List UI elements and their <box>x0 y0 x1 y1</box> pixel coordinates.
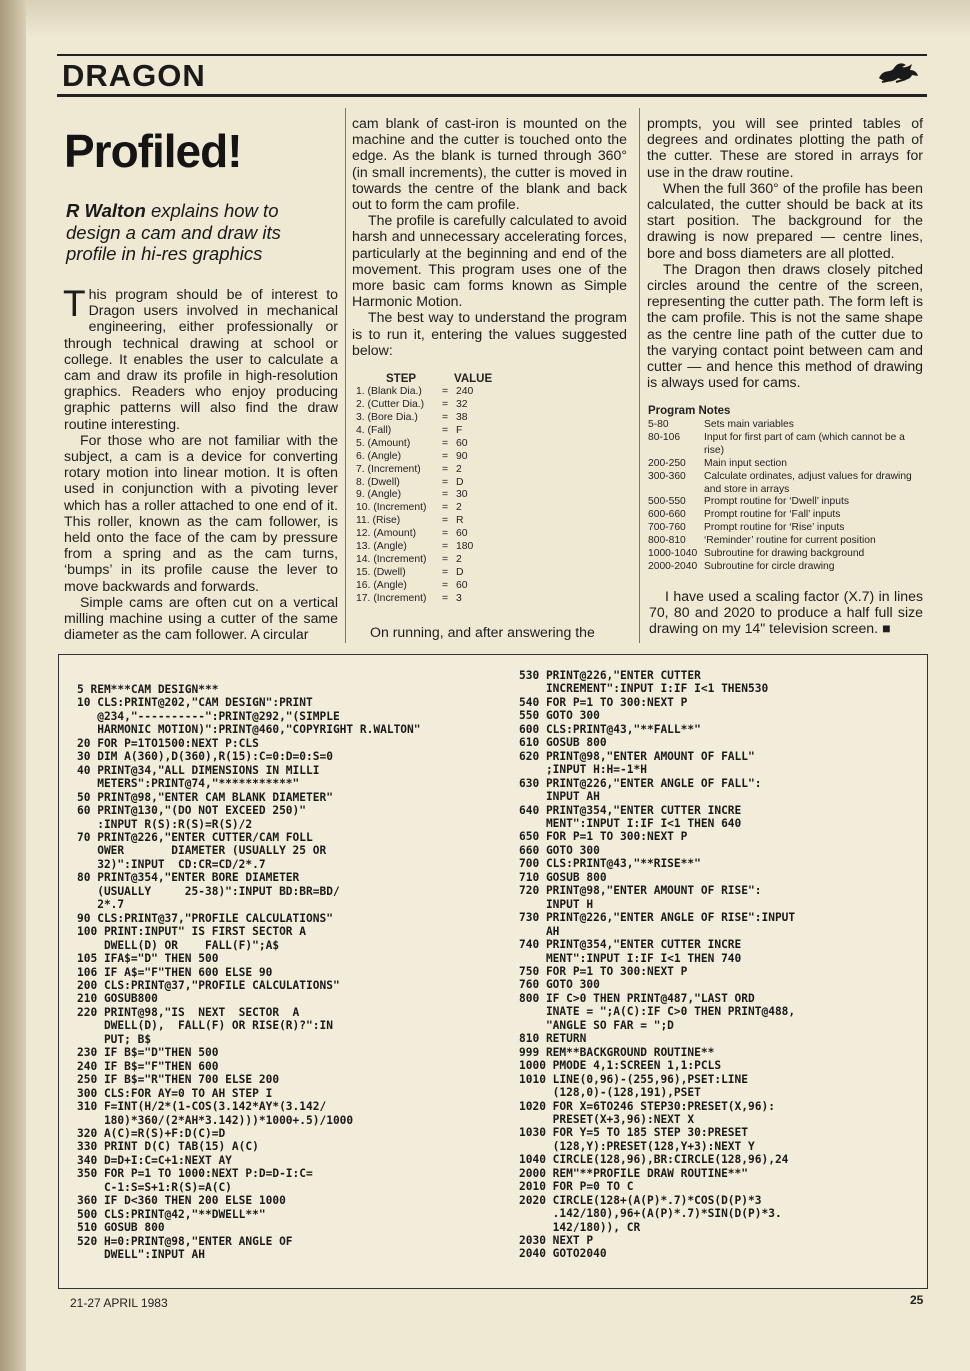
note-description: Prompt routine for ‘Dwell’ inputs <box>704 496 849 508</box>
paragraph: prompts, you will see printed tables of degrees and ordinates plotting the path of the cutter. These are stored in arrays for use in the draw routine. <box>647 115 923 180</box>
line-range: 2000-2040 <box>648 560 698 572</box>
step-label: 5. (Amount) <box>356 437 411 449</box>
article-column-1 <box>63 283 338 643</box>
table-row <box>356 412 506 425</box>
issue-date: 21-27 APRIL 1983 <box>70 1296 168 1310</box>
step-label: 3. (Bore Dia.) <box>356 411 418 423</box>
note-description: Sets main variables <box>704 419 794 430</box>
page-spine-shadow <box>0 0 26 1371</box>
line-range: 800-810 <box>648 535 686 547</box>
step-value: 32 <box>456 398 468 410</box>
step-value: 60 <box>456 437 468 449</box>
note-description: Prompt routine for ‘Rise’ inputs <box>704 522 845 534</box>
line-range: 200-250 <box>648 457 686 469</box>
step-value: 180 <box>456 541 474 553</box>
listing-right-column: 530 PRINT@226,"ENTER CUTTER INCREMENT":INPUT I:IF I<1 THEN530 540 FOR P=1 TO 300:NEXT P 550 GOTO 300 600 CLS:PRINT@43,"**FALL**" 610 GOSUB 800 620 PRINT@98,"ENTER AMOUNT OF FALL" ;INPUT H:H=-1*H 630 PRINT@226,"ENTER ANGLE OF FALL": INPUT AH 640 PRINT@354,"ENTER CUTTER INCRE MENT":INPUT I:IF I<1 THEN 640 650 FOR P=1 TO 300:NEXT P 660 GOTO 300 700 CLS:PRINT@43,"**RISE**" 710 GOSUB 800 720 PRINT@98,"ENTER AMOUNT OF RISE": INPUT H 730 PRINT@226,"ENTER ANGLE OF RISE":INPUT AH 740 PRINT@354,"ENTER CUTTER INCRE MENT":INPUT I:IF I<1 THEN 740 750 FOR P=1 TO 300:NEXT P 760 GOTO 300 800 IF C>0 THEN PRINT@487,"LAST ORD INATE = ";A(C):IF C>0 THEN PRINT@488, "ANGLE SO FAR = ";D 810 RETURN 999 REM**BACKGROUND ROUTINE** 1000 PMODE 4,1:SCREEN 1,1:PCLS 1010 LINE(0,96)-(255,96),PSET:LINE (128,0)-(128,191),PSET 1020 FOR X=6TO246 STEP30:PRESET(X,96): PRESET(X+3,96):NEXT X 1030 FOR Y=5 TO 185 STEP 30:PRESET (128,Y):PRESET(128,Y+3):NEXT Y 1040 CIRCLE(128,96),BR:CIRCLE(128,96),24 2000 REM"**PROFILE DRAW ROUTINE**" 2010 FOR P=0 TO C 2020 CIRCLE(128+(A(P)*.7)*COS(D(P)*3 .142/180),96+(A(P)*.7)*SIN(D(P)*3. 142/180)), CR 2030 NEXT P 2040 GOTO2040 <box>519 669 796 1261</box>
step-header: STEP <box>386 373 417 385</box>
equals-sign: = <box>442 515 449 527</box>
equals-sign: = <box>442 398 449 410</box>
step-label: 1. (Blank Dia.) <box>356 385 422 397</box>
note-description: Subroutine for drawing background <box>704 548 865 560</box>
equals-sign: = <box>442 567 449 579</box>
line-range: 300-360 <box>648 470 686 482</box>
note-description: Calculate ordinates, adjust values for drawing and store in arrays <box>704 470 912 495</box>
line-range: 700-760 <box>648 522 686 534</box>
article-column-2-end <box>370 624 630 640</box>
equals-sign: = <box>442 437 449 449</box>
table-row <box>356 541 506 554</box>
step-value: 3 <box>456 592 462 604</box>
table-row <box>356 438 506 451</box>
equals-sign: = <box>442 592 449 604</box>
table-row <box>356 567 506 580</box>
step-label: 9. (Angle) <box>356 489 402 501</box>
column-rule-1 <box>345 108 346 643</box>
article-column-3-end <box>649 588 923 637</box>
step-label: 10. (Increment) <box>356 502 427 514</box>
line-range: 80-106 <box>648 431 681 443</box>
equals-sign: = <box>442 489 449 501</box>
paragraph: For those who are not familiar with the subject, a cam is a device for converting rotary motion into linear motion. It is often used in conjunction with a pivoting lever which has a roller attached to one end of it. This roller, known as the cam follower, is held onto the face of the cam by pressure from a spring and as the cam turns, ‘bumps’ in its profile cause the lever to move backwards and forwards. <box>64 431 338 594</box>
step-label: 13. (Angle) <box>356 541 407 553</box>
step-value: 2 <box>456 502 462 514</box>
equals-sign: = <box>442 580 449 591</box>
paragraph: When the full 360° of the profile has been calculated, the cutter should be back at its start position. The background for the drawing is now prepared — centre lines, bore and boss diameters are all plotted. <box>647 179 923 261</box>
article-standfirst <box>66 200 331 265</box>
line-range: 5-80 <box>648 419 669 430</box>
note-row <box>648 561 924 574</box>
step-value: 30 <box>456 489 468 501</box>
step-value: D <box>456 567 464 579</box>
step-label: 2. (Cutter Dia.) <box>356 398 425 410</box>
note-row <box>648 496 924 509</box>
equals-sign: = <box>442 528 449 540</box>
step-value: D <box>456 476 464 488</box>
paragraph: The profile is carefully calculated to avoid harsh and unnecessary accelerating forces, particularly at the beginning and end of the movement. This program uses one of the more basic cam forms known as Simple Harmonic Motion. <box>352 212 627 310</box>
table-row <box>356 464 506 477</box>
table-row <box>356 593 506 606</box>
line-range: 500-550 <box>648 496 686 508</box>
standfirst-text: explains how to design a cam and draw its profile in hi-res graphics <box>66 200 281 264</box>
table-row <box>356 489 506 502</box>
step-value: 60 <box>456 580 468 591</box>
equals-sign: = <box>442 463 449 475</box>
step-label: 16. (Angle) <box>356 580 407 591</box>
note-row <box>648 548 924 561</box>
step-label: 6. (Angle) <box>356 450 402 462</box>
drop-cap: T <box>63 283 86 324</box>
dragon-logo-icon <box>876 56 920 86</box>
step-label: 14. (Increment) <box>356 554 427 566</box>
step-label: 7. (Increment) <box>356 463 421 475</box>
paragraph: Simple cams are often cut on a vertical milling machine using a cutter of the same diameter as the cam follower. A circular <box>64 593 338 643</box>
article-column-2 <box>352 115 627 358</box>
program-notes <box>648 405 924 574</box>
table-row <box>356 515 506 528</box>
table-row <box>356 580 506 593</box>
paragraph-text: his program should be of interest to Dragon users involved in mechanical engineering, either professionally or through technical drawing at school or college. It enables the user to calculate a cam and draw its profile in high-resolution graphics. Readers who enjoy producing graphic patterns will also find the draw routine interesting. <box>64 286 338 432</box>
article-headline: Profiled! <box>64 125 242 177</box>
equals-sign: = <box>442 502 449 514</box>
paragraph: On running, and after answering the <box>370 624 595 640</box>
paragraph: cam blank of cast-iron is mounted on the machine and the cutter is touched onto the edge. As the blank is turned through 360° (in small increments), the cutter is moved in towards the centre of the blank and back out to form the cam profile. <box>352 115 627 213</box>
line-range: 1000-1040 <box>648 548 698 560</box>
step-value: 60 <box>456 528 468 540</box>
paragraph: The Dragon then draws closely pitched circles around the centre of the screen, representing the cutter path. The form left is the cam profile. This is not the same shape as the centre line path of the cutter due to the varying contact point between cam and cutter — and hence this method of drawing is always used for cams. <box>647 260 923 391</box>
section-title: DRAGON <box>62 58 206 93</box>
suggested-values-table <box>356 373 506 606</box>
note-row <box>648 522 924 535</box>
note-description: Main input section <box>704 457 787 469</box>
line-range: 600-660 <box>648 509 686 521</box>
step-label: 15. (Dwell) <box>356 567 406 579</box>
paragraph: The best way to understand the program is to run it, entering the values suggested below: <box>352 309 627 358</box>
equals-sign: = <box>442 450 449 462</box>
note-description: ‘Reminder’ routine for current position <box>704 535 876 547</box>
note-row <box>648 432 924 458</box>
note-row <box>648 419 924 432</box>
table-row <box>356 528 506 541</box>
paragraph: I have used a scaling factor (X.7) in lines 70, 80 and 2020 to produce a half full size drawing on my 14" television screen. ■ <box>649 588 923 637</box>
table-row <box>356 502 506 515</box>
program-listing <box>58 654 928 1289</box>
author-name: R Walton <box>66 200 146 221</box>
step-value: F <box>456 424 463 436</box>
equals-sign: = <box>442 385 449 397</box>
note-description: Subroutine for circle drawing <box>704 560 835 572</box>
note-row <box>648 509 924 522</box>
value-header: VALUE <box>454 373 493 385</box>
equals-sign: = <box>442 411 449 423</box>
step-value: 2 <box>456 463 462 475</box>
equals-sign: = <box>442 476 449 488</box>
page-top-shadow <box>26 0 970 38</box>
table-row <box>356 451 506 464</box>
equals-sign: = <box>442 541 449 553</box>
table-row <box>356 477 506 490</box>
page-number: 25 <box>910 1293 924 1307</box>
table-row <box>356 425 506 438</box>
listing-left-column: 5 REM***CAM DESIGN*** 10 CLS:PRINT@202,"CAM DESIGN":PRINT @234,"----------":PRINT@292,"(SIMPLE HARMONIC MOTION)":PRINT@460,"COPYRIGHT R.WALTON" 20 FOR P=1TO1500:NEXT P:CLS 30 DIM A(360),D(360),R(15):C=0:D=0:S=0 40 PRINT@34,"ALL DIMENSIONS IN MILLI METERS":PRINT@74,"***********" 50 PRINT@98,"ENTER CAM BLANK DIAMETER" 60 PRINT@130,"(DO NOT EXCEED 250)" :INPUT R(S):R(S)=R(S)/2 70 PRINT@226,"ENTER CUTTER/CAM FOLL OWER DIAMETER (USUALLY 25 OR 32)":INPUT CD:CR=CD/2*.7 80 PRINT@354,"ENTER BORE DIAMETER (USUALLY 25-38)":INPUT BD:BR=BD/ 2*.7 90 CLS:PRINT@37,"PROFILE CALCULATIONS" 100 PRINT:INPUT" IS FIRST SECTOR A DWELL(D) OR FALL(F)";A$ 105 IFA$="D" THEN 500 106 IF A$="F"THEN 600 ELSE 90 200 CLS:PRINT@37,"PROFILE CALCULATIONS" 210 GOSUB800 220 PRINT@98,"IS NEXT SECTOR A DWELL(D), FALL(F) OR RISE(R)?":IN PUT; B$ 230 IF B$="D"THEN 500 240 IF B$="F"THEN 600 250 IF B$="R"THEN 700 ELSE 200 300 CLS:FOR AY=0 TO AH STEP I 310 F=INT(H/2*(1-COS(3.142*AY*(3.142/ 180)*360/(2*AH*3.142)))*1000+.5)/1000 320 A(C)=R(S)+F:D(C)=D 330 PRINT D(C) TAB(15) A(C) 340 D=D+I:C=C+1:NEXT AY 350 FOR P=1 TO 1000:NEXT P:D=D-I:C= C-1:S=S+1:R(S)=A(C) 360 IF D<360 THEN 200 ELSE 1000 500 CLS:PRINT@42,"**DWELL**" 510 GOSUB 800 520 H=0:PRINT@98,"ENTER ANGLE OF DWELL":INPUT AH <box>77 683 421 1262</box>
table-row <box>356 554 506 567</box>
step-label: 17. (Increment) <box>356 592 427 604</box>
step-value: R <box>456 515 464 527</box>
header-bottom-rule <box>57 94 927 97</box>
step-label: 12. (Amount) <box>356 528 417 540</box>
step-value: 38 <box>456 411 468 423</box>
table-row <box>356 386 506 399</box>
program-notes-title: Program Notes <box>648 405 731 417</box>
article-column-3 <box>647 115 923 390</box>
step-label: 11. (Rise) <box>356 515 401 527</box>
table-header <box>356 373 506 386</box>
equals-sign: = <box>442 424 449 436</box>
header-top-rule <box>57 54 927 56</box>
table-row <box>356 399 506 412</box>
step-label: 8. (Dwell) <box>356 476 400 488</box>
step-value: 2 <box>456 554 462 566</box>
step-value: 90 <box>456 450 468 462</box>
column-rule-2 <box>639 108 640 643</box>
note-row <box>648 458 924 471</box>
note-row <box>648 535 924 548</box>
step-value: 240 <box>456 385 474 397</box>
note-description: Prompt routine for ‘Fall’ inputs <box>704 509 841 521</box>
equals-sign: = <box>442 554 449 566</box>
note-row <box>648 471 924 497</box>
note-description: Input for first part of cam (which cannot be a rise) <box>704 431 905 456</box>
paragraph <box>63 283 338 432</box>
step-label: 4. (Fall) <box>356 424 392 436</box>
